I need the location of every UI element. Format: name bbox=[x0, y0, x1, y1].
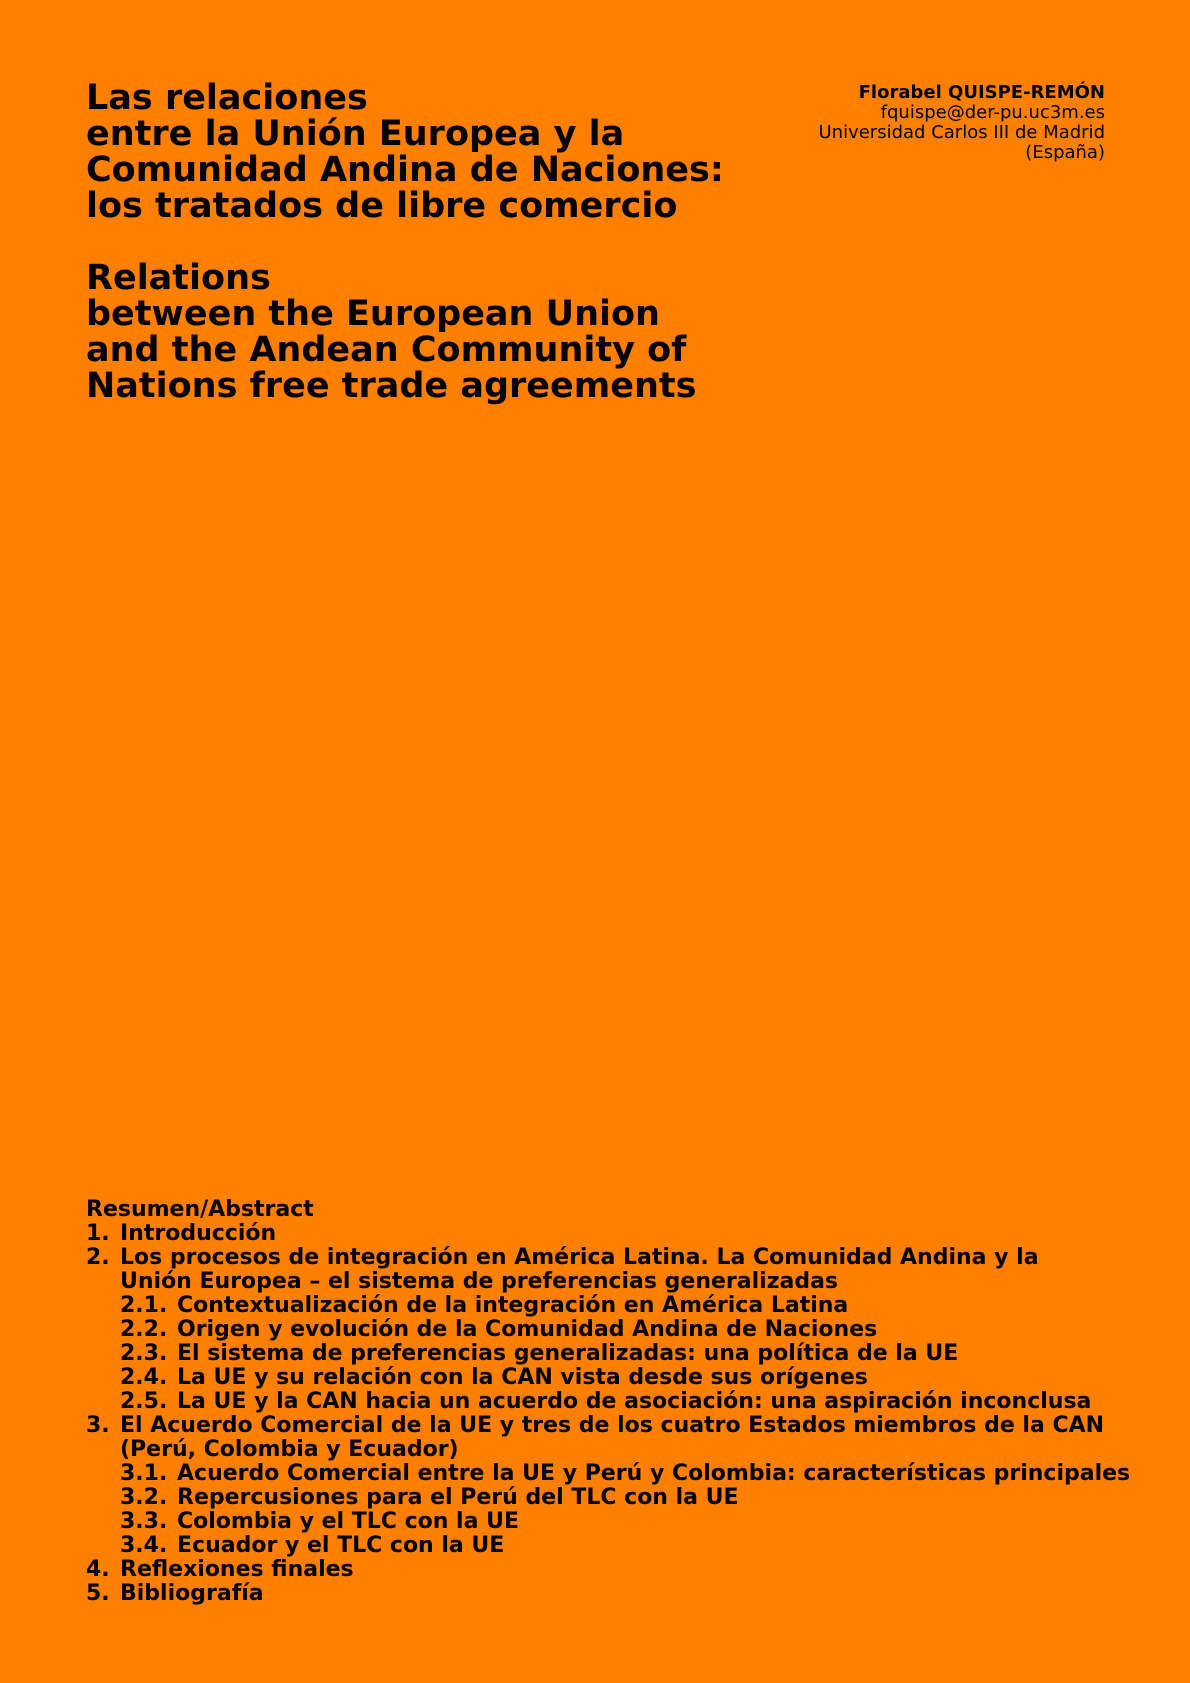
toc-item-3-3 bbox=[86, 1510, 1126, 1534]
toc-item-5 bbox=[86, 1582, 1126, 1606]
author-country: (España) bbox=[1025, 142, 1105, 163]
toc-item-3-2 bbox=[86, 1486, 1126, 1510]
toc-title-line: Reflexiones finales bbox=[120, 1557, 354, 1582]
title-en-line: and the Andean Community of bbox=[86, 330, 687, 370]
title-block bbox=[86, 80, 786, 404]
toc-item-2-3 bbox=[86, 1342, 1126, 1366]
toc-number: 2.4. bbox=[120, 1365, 168, 1390]
toc-title bbox=[177, 1534, 1126, 1558]
toc-item-3-4 bbox=[86, 1534, 1126, 1558]
title-en-line: Nations free trade agreements bbox=[86, 366, 697, 406]
toc-title-line: Los procesos de integración en América Latina. La Comunidad Andina y la bbox=[120, 1245, 1039, 1270]
toc-title bbox=[177, 1294, 1126, 1318]
toc-title bbox=[120, 1246, 1126, 1294]
toc-title bbox=[120, 1558, 1126, 1582]
toc-item-4 bbox=[86, 1558, 1126, 1582]
author-email: fquispe@der-pu.uc3m.es bbox=[880, 102, 1105, 123]
toc-title-line: (Perú, Colombia y Ecuador) bbox=[120, 1437, 459, 1462]
toc-number: 2.1. bbox=[120, 1293, 168, 1318]
toc-title-line: Ecuador y el TLC con la UE bbox=[177, 1533, 505, 1558]
toc-item-3 bbox=[86, 1414, 1126, 1462]
toc-title-line: El sistema de preferencias generalizadas: una política de la UE bbox=[177, 1341, 959, 1366]
toc-title bbox=[120, 1414, 1126, 1462]
toc-number: 2.5. bbox=[120, 1389, 168, 1414]
toc-title bbox=[177, 1342, 1126, 1366]
toc-number: 3.1. bbox=[120, 1461, 168, 1486]
toc-number: 2.3. bbox=[120, 1341, 168, 1366]
toc-number: 3.3. bbox=[120, 1509, 168, 1534]
toc-title-line: Bibliografía bbox=[120, 1581, 264, 1606]
toc-item-1 bbox=[86, 1222, 1126, 1246]
toc-title-line: Colombia y el TLC con la UE bbox=[177, 1509, 519, 1534]
toc-item-2-4 bbox=[86, 1366, 1126, 1390]
toc-number: 1. bbox=[86, 1221, 110, 1246]
title-es-line: entre la Unión Europea y la bbox=[86, 114, 625, 154]
toc-title-line: Repercusiones para el Perú del TLC con la UE bbox=[177, 1485, 739, 1510]
title-es-line: Comunidad Andina de Naciones: bbox=[86, 150, 724, 190]
toc-number: 3.2. bbox=[120, 1485, 168, 1510]
title-en-line: between the European Union bbox=[86, 294, 660, 334]
toc-title-line: Contextualización de la integración en América Latina bbox=[177, 1293, 849, 1318]
toc-number: 2.2. bbox=[120, 1317, 168, 1342]
toc-title bbox=[177, 1390, 1126, 1414]
title-en-line: Relations bbox=[86, 258, 271, 298]
toc-title bbox=[120, 1222, 1126, 1246]
toc-title-line: La UE y la CAN hacia un acuerdo de asociación: una aspiración inconclusa bbox=[177, 1389, 1092, 1414]
title-es-line: los tratados de libre comercio bbox=[86, 186, 678, 226]
toc-number: 2. bbox=[86, 1245, 110, 1270]
toc-title bbox=[177, 1486, 1126, 1510]
title-spacer bbox=[86, 224, 786, 260]
toc-title bbox=[177, 1462, 1130, 1486]
toc-item-3-1 bbox=[86, 1461, 1131, 1486]
toc-title bbox=[177, 1318, 1126, 1342]
title-es-line: Las relaciones bbox=[86, 78, 368, 118]
toc-title bbox=[120, 1582, 1126, 1606]
toc-title bbox=[177, 1510, 1126, 1534]
toc-item-2-1 bbox=[86, 1294, 1126, 1318]
toc-title-line: Acuerdo Comercial entre la UE y Perú y Colombia: características principales bbox=[177, 1461, 1131, 1486]
toc-number: 5. bbox=[86, 1581, 110, 1606]
toc-title-line: Origen y evolución de la Comunidad Andina de Naciones bbox=[177, 1317, 878, 1342]
toc-item-2-5 bbox=[86, 1390, 1126, 1414]
toc-title bbox=[177, 1366, 1126, 1390]
toc-number: 3. bbox=[86, 1413, 110, 1438]
toc-title-line: La UE y su relación con la CAN vista desde sus orígenes bbox=[177, 1365, 868, 1390]
author-block bbox=[819, 83, 1106, 163]
toc-number: 3.4. bbox=[120, 1533, 168, 1558]
toc-number: 4. bbox=[86, 1557, 110, 1582]
author-name: Florabel QUISPE-REMÓN bbox=[858, 82, 1105, 103]
toc-title-line: Introducción bbox=[120, 1221, 277, 1246]
toc-heading: Resumen/Abstract bbox=[86, 1197, 314, 1222]
toc-title-line: Unión Europea – el sistema de preferencias generalizadas bbox=[120, 1269, 839, 1294]
toc-item-2-2 bbox=[86, 1318, 1126, 1342]
author-affiliation: Universidad Carlos III de Madrid bbox=[818, 122, 1105, 143]
toc-item-2 bbox=[86, 1246, 1126, 1294]
table-of-contents bbox=[86, 1197, 1131, 1606]
toc-title-line: El Acuerdo Comercial de la UE y tres de los cuatro Estados miembros de la CAN bbox=[120, 1413, 1105, 1438]
